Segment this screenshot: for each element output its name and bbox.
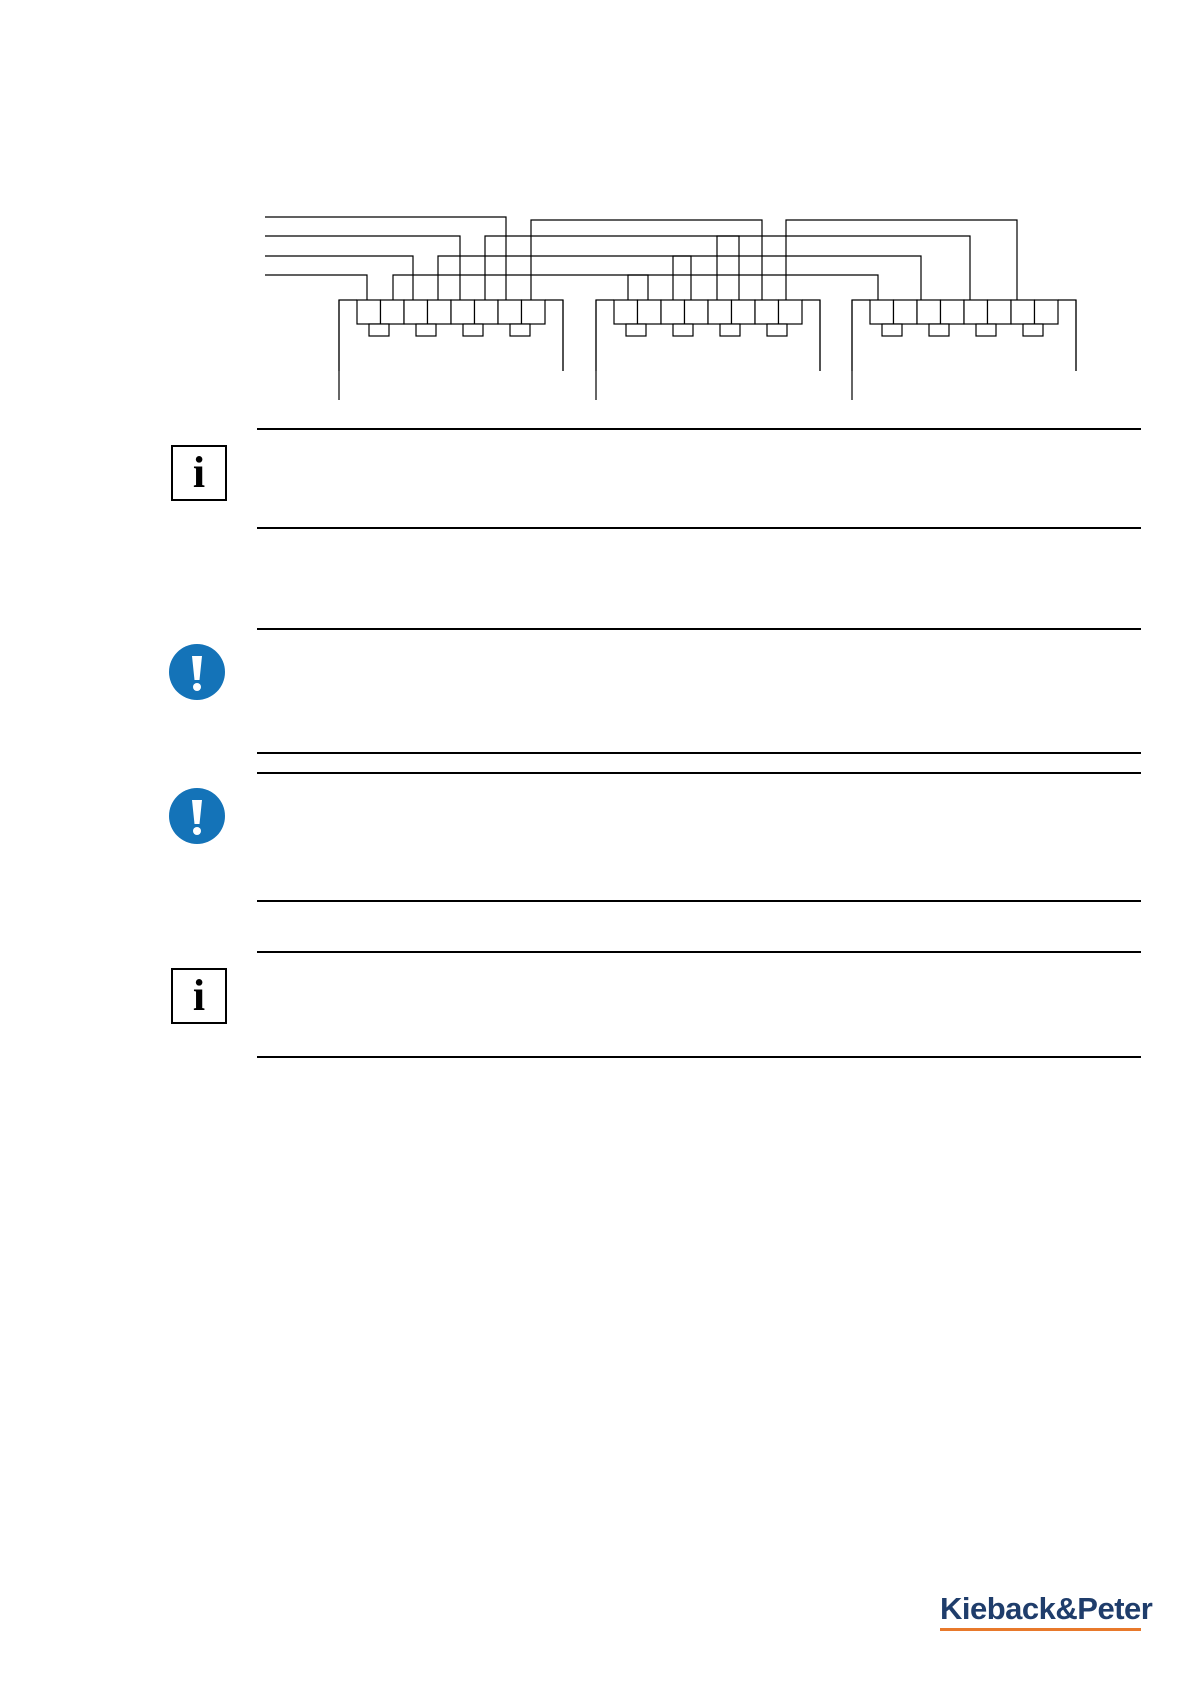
notice-warning-2-bottom-rule [257, 900, 1141, 902]
incoming-line [265, 217, 506, 300]
module-housing-right [1058, 300, 1076, 371]
info-icon-glyph: i [192, 448, 206, 497]
module-housing-right [802, 300, 820, 371]
incoming-line [265, 275, 367, 300]
notice-info-2-bottom-rule [257, 1056, 1141, 1058]
diagram-modules [339, 300, 1076, 400]
terminal [1011, 300, 1035, 324]
brand-logo-underline [940, 1628, 1141, 1631]
brand-logo [940, 1591, 1153, 1632]
bridge-wire [485, 236, 739, 300]
module-housing-left [339, 300, 357, 400]
terminal [404, 300, 428, 324]
terminal [917, 300, 941, 324]
exclamation-icon [168, 643, 226, 701]
terminal-clamp [720, 324, 740, 336]
terminal-clamp [463, 324, 483, 336]
terminal [964, 300, 988, 324]
info-icon-glyph: i [192, 971, 206, 1020]
terminal [779, 300, 803, 324]
wiring-diagram [0, 0, 1190, 400]
notice-warning-2-top-rule [257, 772, 1141, 774]
info-icon [171, 968, 227, 1024]
bridge-wire [786, 220, 1017, 300]
incoming-line [265, 256, 413, 300]
bridge-wire [628, 275, 878, 300]
module-housing-left [852, 300, 870, 400]
terminal [755, 300, 779, 324]
terminal-clamp [369, 324, 389, 336]
notice-info-1-bottom-rule [257, 527, 1141, 529]
bridge-wire [717, 236, 970, 300]
terminal [1035, 300, 1059, 324]
exclamation-icon [168, 787, 226, 845]
terminal [614, 300, 638, 324]
terminal-clamp [510, 324, 530, 336]
terminal [428, 300, 452, 324]
info-icon [171, 445, 227, 501]
terminal-clamp [929, 324, 949, 336]
module-housing-right [545, 300, 563, 371]
bridge-wire [438, 256, 691, 300]
terminal [708, 300, 732, 324]
bridge-wire [673, 256, 921, 300]
terminal-clamp [882, 324, 902, 336]
terminal [475, 300, 499, 324]
terminal-clamp [673, 324, 693, 336]
terminal [451, 300, 475, 324]
terminal [357, 300, 381, 324]
notice-warning-1-top-rule [257, 628, 1141, 630]
terminal [522, 300, 546, 324]
bridge-wire [531, 220, 762, 300]
terminal [732, 300, 756, 324]
terminal [381, 300, 405, 324]
terminal-clamp [1023, 324, 1043, 336]
notice-warning-1-bottom-rule [257, 752, 1141, 754]
terminal-clamp [976, 324, 996, 336]
terminal [870, 300, 894, 324]
terminal [661, 300, 685, 324]
terminal [988, 300, 1012, 324]
terminal-clamp [767, 324, 787, 336]
terminal-clamp [626, 324, 646, 336]
notice-info-2-top-rule [257, 951, 1141, 953]
terminal [941, 300, 965, 324]
terminal [685, 300, 709, 324]
terminal [894, 300, 918, 324]
incoming-line [265, 236, 460, 300]
terminal-clamp [416, 324, 436, 336]
diagram-wires [265, 217, 1076, 371]
terminal [638, 300, 662, 324]
notice-info-1-top-rule [257, 428, 1141, 430]
brand-logo-text: Kieback&Peter [940, 1591, 1153, 1626]
terminal [498, 300, 522, 324]
module-housing-left [596, 300, 614, 400]
bridge-wire [393, 275, 648, 300]
